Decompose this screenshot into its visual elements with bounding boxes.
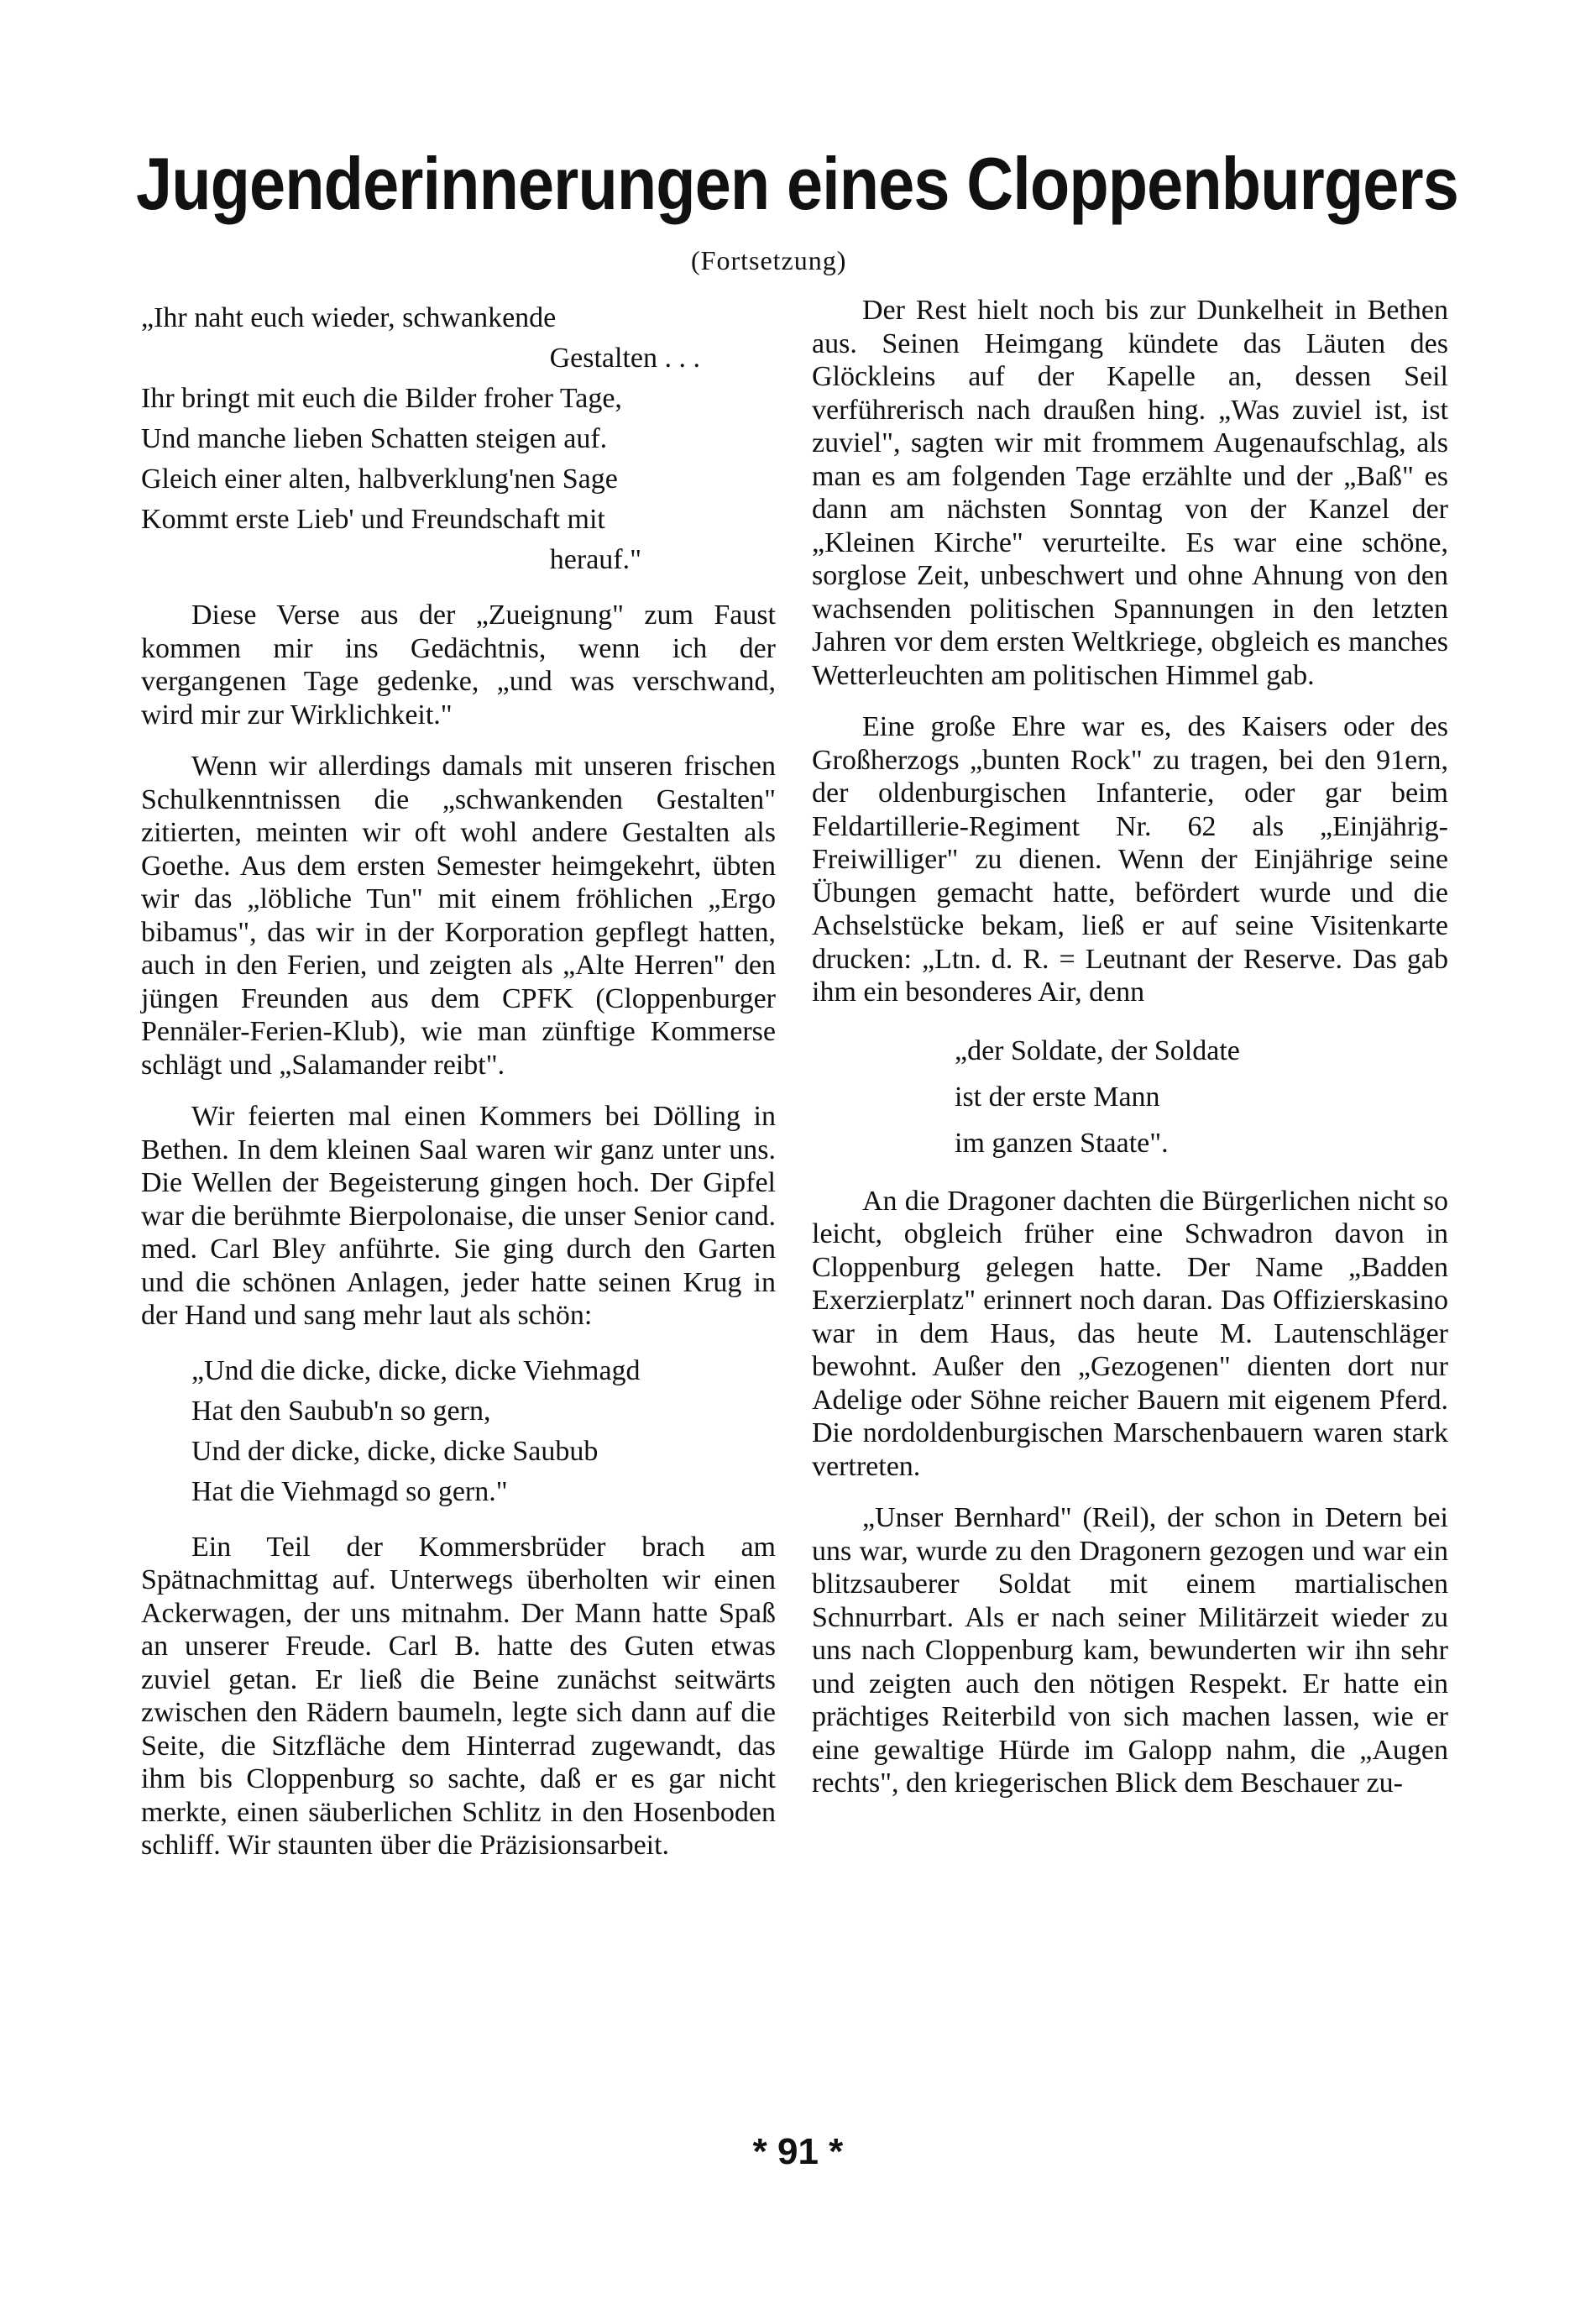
song-line: Und der dicke, dicke, dicke Saubub (191, 1435, 599, 1467)
paragraph: Wir feierten mal einen Kommers bei Dölling in Bethen. In dem kleinen Saal waren wir ganz unter uns. Die Wellen der Begeisterung gingen hoch. Der Gipfel war die berühmte Bierpolonaise, die unser Senior cand. med. Carl Bley anführte. Sie ging durch den Garten und die schönen Anlagen, jeder hatte seinen Krug in der Hand und sang mehr laut als schön: (141, 1101, 776, 1331)
song-verse (191, 1351, 776, 1512)
page-title: Jugenderinnerungen eines Cloppenburgers (136, 142, 1458, 225)
verse-line: im ganzen Staate". (955, 1127, 1169, 1159)
motto-line: herauf." (549, 544, 641, 575)
motto-line: Gestalten . . . (549, 343, 700, 374)
subtitle: (Fortsetzung) (691, 245, 847, 275)
song-line: Hat die Viehmagd so gern." (191, 1475, 508, 1507)
paragraph: Ein Teil der Kommersbrüder brach am Spätnachmittag auf. Unterwegs überholten wir einen Ackerwagen, der uns mitnahm. Der Mann hatte Spaß an unserer Freude. Carl B. hatte des Guten etwas zuviel getan. Er ließ die Beine zunächst seitwärts zwischen den Rädern baumeln, legte sich dann auf die Seite, die Sitzfläche dem Hinterrad zugewandt, das ihm bis Cloppenburg so sachte, daß er es gar nicht merkte, einen säuberlichen Schlitz in den Hosenboden schliff. Wir staunten über die Präzisionsarbeit. (141, 1531, 776, 1861)
paragraph: An die Dragoner dachten die Bürgerlichen nicht so leicht, obgleich früher eine Schwadron davon in Cloppenburg gelegen hatte. Der Name „Badden Exerzierplatz" erinnert noch daran. Das Offizierskasino war in dem Haus, das heute M. Lautenschläger bewohnt. Außer den „Gezogenen" dienten dort nur Adelige oder Söhne reicher Bauern mit eigenem Pferd. Die nordoldenburgischen Marschenbauern waren stark vertreten. (812, 1185, 1448, 1482)
paragraph: Wenn wir allerdings damals mit unseren frischen Schulkenntnissen die „schwankenden Gestalten" zitierten, meinten wir oft wohl andere Gestalten als Goethe. Aus dem ersten Semester heimgekehrt, übten wir das „löbliche Tun" mit einem fröhlichen „Ergo bibamus", das wir in der Korporation gepflegt hatten, auch in den Ferien, und zeigten als „Alte Herren" den jüngen Freunden aus dem CPFK (Cloppenburger Pennäler-Ferien-Klub), wie man zünftige Kommerse schlägt und „Salamander reibt". (141, 751, 776, 1081)
left-column (141, 298, 776, 1862)
motto-line: „Ihr naht euch wieder, schwankende (141, 302, 557, 333)
paragraph: Eine große Ehre war es, des Kaisers oder des Großherzogs „bunten Rock" zu tragen, bei den 91ern, der oldenburgischen Infanterie, oder gar beim Feldartillerie-Regiment Nr. 62 als „Einjährig-Freiwilliger" zu dienen. Wenn der Einjährige seine Übungen gemacht hatte, befördert wurde und die Achselstücke bekam, ließ er auf seine Visitenkarte drucken: „Ltn. d. R. = Leutnant der Reserve. Das gab ihm ein besonderes Air, denn (812, 711, 1448, 1008)
right-column (812, 294, 1448, 1800)
verse-line: „der Soldate, der Soldate (955, 1034, 1240, 1066)
paragraph: „Unser Bernhard" (Reil), der schon in Detern bei uns war, wurde zu den Dragonern gezogen und war ein blitzsauberer Soldat mit einem martialischen Schnurrbart. Als er nach seiner Militärzeit wieder zu uns nach Cloppenburg kam, bewunderten wir ihn sehr und zeigten auch den nötigen Respekt. Er hatte ein prächtiges Reiterbild von sich machen lassen, wie er eine gewaltige Hürde im Galopp nahm, die „Augen rechts", den kriegerischen Blick dem Beschauer zu- (812, 1502, 1448, 1799)
motto-line: Kommt erste Lieb' und Freundschaft mit (141, 504, 605, 535)
page-number: * 91 * (752, 2131, 844, 2172)
motto-line: Ihr bringt mit euch die Bilder froher Tage, (141, 383, 622, 414)
motto-line: Gleich einer alten, halbverklung'nen Sage (141, 463, 618, 495)
motto-line: Und manche lieben Schatten steigen auf. (141, 423, 608, 454)
soldier-verse (955, 1028, 1448, 1166)
paragraph: Diese Verse aus der „Zueignung" zum Faust kommen mir ins Gedächtnis, wenn ich der vergangenen Tage gedenke, „und was verschwand, wird mir zur Wirklichkeit." (141, 600, 776, 731)
song-line: Hat den Saubub'n so gern, (191, 1395, 491, 1427)
paragraph: Der Rest hielt noch bis zur Dunkelheit in Bethen aus. Seinen Heimgang kündete das Läuten des Glöckleins auf der Kapelle an, dessen Seil verführerisch nach draußen hing. „Was zuviel ist, ist zuviel", sagten wir mit frommem Augenaufschlag, als man es am folgenden Tage erzählte und der „Baß" es dann am nächsten Sonntag von der Kanzel der „Kleinen Kirche" verurteilte. Es war eine schöne, sorglose Zeit, unbeschwert und ohne Ahnung von den wachsenden politischen Spannungen in den letzten Jahren vor dem ersten Weltkriege, obgleich es manches Wetterleuchten am politischen Himmel gab. (812, 295, 1448, 691)
verse-line: ist der erste Mann (955, 1081, 1160, 1113)
song-line: „Und die dicke, dicke, dicke Viehmagd (191, 1354, 641, 1386)
